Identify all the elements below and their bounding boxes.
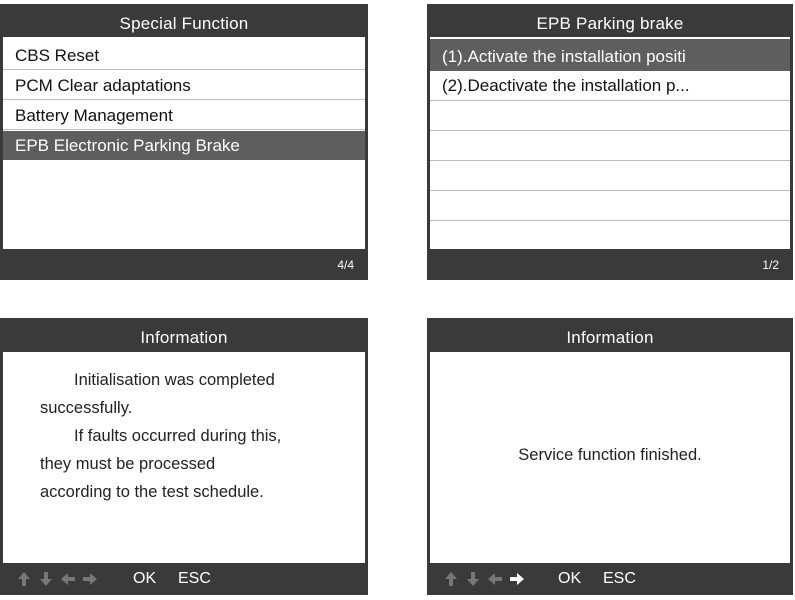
- empty-row: [430, 161, 790, 191]
- ok-button[interactable]: OK: [558, 570, 582, 587]
- message-line: If faults occurred during this,: [74, 427, 282, 445]
- arrow-keys: [442, 570, 526, 588]
- menu-item-battery-management[interactable]: Battery Management: [3, 101, 365, 130]
- epb-parking-brake-screen: [427, 4, 793, 280]
- arrow-down-icon[interactable]: [464, 570, 482, 588]
- menu-item-deactivate-installation-position[interactable]: (2).Deactivate the installation p...: [430, 71, 790, 101]
- menu-item-pcm-clear-adaptations[interactable]: PCM Clear adaptations: [3, 71, 365, 100]
- menu-list: [430, 37, 790, 249]
- information-message: [40, 366, 345, 506]
- menu-list: [3, 37, 365, 249]
- information-body: [430, 352, 790, 563]
- esc-button[interactable]: ESC: [603, 570, 636, 587]
- information-screen-finished: [427, 318, 793, 595]
- button-bar: [0, 564, 368, 595]
- message-line: successfully.: [40, 399, 133, 417]
- arrow-up-icon[interactable]: [15, 570, 33, 588]
- page-indicator: 4/4: [337, 258, 354, 272]
- message-line: according to the test schedule.: [40, 483, 264, 501]
- arrow-up-icon[interactable]: [442, 570, 460, 588]
- button-bar: [427, 564, 793, 595]
- page-indicator: 1/2: [762, 258, 779, 272]
- menu-item-cbs-reset[interactable]: CBS Reset: [3, 41, 365, 70]
- screen-title: Special Function: [119, 14, 249, 33]
- arrow-right-icon[interactable]: [508, 570, 526, 588]
- empty-row: [430, 131, 790, 161]
- special-function-screen: [0, 4, 368, 280]
- menu-item-epb-electronic-parking-brake[interactable]: EPB Electronic Parking Brake: [3, 131, 365, 160]
- screen-title: Information: [566, 328, 654, 347]
- arrow-keys: [15, 570, 99, 588]
- arrow-left-icon[interactable]: [486, 570, 504, 588]
- message-line: they must be processed: [40, 455, 216, 473]
- information-screen-initialisation: [0, 318, 368, 595]
- menu-item-activate-installation-position[interactable]: (1).Activate the installation positi: [430, 39, 790, 71]
- screen-title: EPB Parking brake: [536, 14, 684, 33]
- screen-title: Information: [140, 328, 228, 347]
- esc-button[interactable]: ESC: [178, 570, 211, 587]
- arrow-left-icon[interactable]: [59, 570, 77, 588]
- arrow-down-icon[interactable]: [37, 570, 55, 588]
- empty-row: [430, 101, 790, 131]
- empty-row: [430, 191, 790, 221]
- ok-button[interactable]: OK: [133, 570, 157, 587]
- information-message: Service function finished.: [518, 446, 702, 464]
- information-body: [3, 352, 365, 563]
- arrow-right-icon[interactable]: [81, 570, 99, 588]
- message-line: Initialisation was completed: [74, 371, 275, 389]
